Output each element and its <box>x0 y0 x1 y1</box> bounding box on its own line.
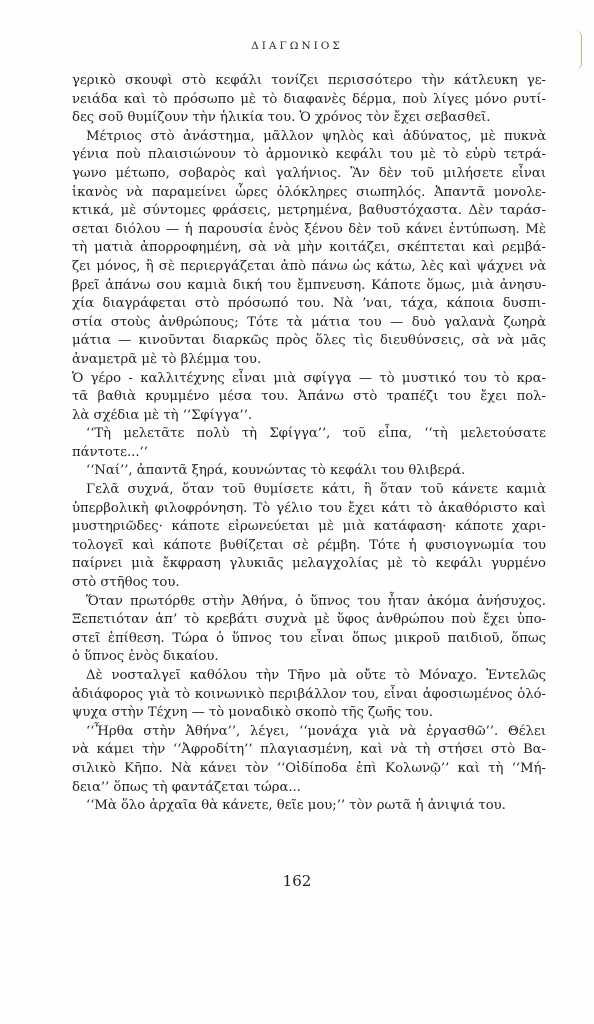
text-line: πάντοτε...’’ <box>72 444 148 460</box>
text-line: τὴ ματιὰ ἀπορροφημένη, σὰ νὰ μὴν κοιτάζει, σκέπτεται καὶ ρεμβά- <box>72 240 546 256</box>
text-line: παίρνει μιὰ ἔκφραση γλυκιᾶς μελαγχολίας μὲ τὸ κεφάλι γυρμένο <box>72 556 546 572</box>
text-line: ‘‘Μὰ ὅλο ἀρχαῖα θὰ κάνετε, θεῖε μου;’’ τὸν ρωτᾶ ἡ ἀνιψιά του. <box>86 798 506 814</box>
text-line: στὸ στῆθος του. <box>72 575 180 591</box>
text-line: τᾶ βαθιὰ κρυμμένο μέσα του. Ἀπάνω στὸ τραπέζι του ἔχει πολ- <box>72 389 546 405</box>
text-line: νειάδα καὶ τὸ πρόσωπο μὲ τὸ διαφανὲς δέρμα, ποὺ λίγες μόνο ρυτί- <box>72 91 546 107</box>
text-line: ‘‘Τὴ μελετᾶτε πολὺ τὴ Σφίγγα’’, τοῦ εἶπα, ‘‘τὴ μελετούσατε <box>86 426 546 442</box>
text-line: Μέτριος στὸ ἀνάστημα, μᾶλλον ψηλὸς καὶ ἀδύνατος, μὲ πυκνὰ <box>86 128 546 144</box>
text-line: ἱκανὸς νὰ παραμείνει ὧρες ὁλόκληρες σιωπηλός. Ἀπαντᾶ μονολε- <box>72 184 546 200</box>
text-line: χία διαγράφεται στὸ πρόσωπό του. Νὰ ʼναι, τάχα, κάποια δυσπι- <box>72 296 546 312</box>
text-line: ὑπερβολικὴ φιλοφρόνηση. Τὸ γέλιο του ἔχει κάτι τὸ ἀκαθόριστο καὶ <box>72 500 546 516</box>
text-line: δεια’’ ὅπως τὴ φαντάζεται τώρα... <box>72 779 301 795</box>
running-head: ΔΙΑΓΩΝΙΟΣ <box>251 40 343 52</box>
text-line: σεται διόλου — ἡ παρουσία ἑνὸς ξένου δὲν τοῦ κάνει ἐντύπωση. Μὲ <box>72 221 546 237</box>
text-line: δες σοῦ θυμίζουν τὴν ἡλικία του. Ὁ χρόνος τὸν ἔχει σεβασθεῖ. <box>72 110 491 126</box>
text-line: ἀδιάφορος γιὰ τὸ κοινωνικὸ περιβάλλον του, εἶναι ἀφοσιωμένος ὁλό- <box>72 686 546 702</box>
text-line: βρεῖ ἀπάνω σου καμιὰ δική του ἔμπνευση. Κάποτε ὅμως, μιὰ ἀνησυ- <box>72 277 546 293</box>
text-line: Δὲ νοσταλγεῖ καθόλου τὴν Τῆνο μὰ οὔτε τὸ Μόναχο. Ἐντελῶς <box>86 668 546 683</box>
body-text <box>72 72 546 816</box>
text-line: γωνο μέτωπο, σοβαρὸς καὶ γαλήνιος. Ἂν δὲν τοῦ μιλήσετε εἶναι <box>72 165 546 181</box>
page-number: 162 <box>282 872 312 890</box>
text-line: λὰ σχέδια μὲ τὴ ‘‘Σφίγγα’’. <box>72 407 253 423</box>
text-line: ὁ ὕπνος ἑνὸς δικαίου. <box>72 649 219 665</box>
text-line: ‘‘Ναί’’, ἀπαντᾶ ξηρά, κουνώντας τὸ κεφάλι του θλιβερά. <box>86 463 466 479</box>
text-line: γερικὸ σκουφὶ στὸ κεφάλι τονίζει περισσότερο τὴν κάτλευκη γε- <box>72 73 546 88</box>
text-line: Ὁ γέρο - καλλιτέχνης εἶναι μιὰ σφίγγα — τὸ μυστικό του τὸ κρα- <box>72 370 546 386</box>
text-line: μάτια — κινοῦνται διαρκῶς πρὸς ὅλες τὶς διευθύνσεις, σὰ νὰ μᾶς <box>72 333 546 349</box>
text-line: νὰ κάμει τὴν ‘‘Ἀφροδίτη’’ πλαγιασμένη, καὶ νὰ τὴ στήσει στὸ Βα- <box>72 742 546 758</box>
text-line: ψυχα στὴν Τέχνη — τὸ μοναδικὸ σκοπὸ τῆς ζωῆς του. <box>72 705 433 721</box>
text-line: κτικά, μὲ σύντομες φράσεις, μετρημένα, βαθυστόχαστα. Δὲν ταράσ- <box>72 203 546 219</box>
text-line: στία στοὺς ἀνθρώπους; Τότε τὰ μάτια του — δυὸ γαλανὰ ζωηρὰ <box>72 314 546 330</box>
text-line: τολογεῖ καὶ κάποτε βυθίζεται σὲ ρέμβη. Τότε ἡ φυσιογνωμία του <box>72 537 546 553</box>
text-line: γένια ποὺ πλαισιώνουν τὸ ἁρμονικὸ κεφάλι του μὲ τὸ εὐρὺ τετρά- <box>72 147 546 163</box>
text-line: Ὅταν πρωτόρθε στὴν Ἀθήνα, ὁ ὕπνος του ἦταν ἀκόμα ἀνήσυχος. <box>86 593 546 609</box>
text-line: μυστηριῶδες· κάποτε εἰρωνεύεται μὲ μιὰ κατάφαση· κάποτε χαρι- <box>72 519 546 535</box>
text-line: Γελᾶ συχνά, ὅταν τοῦ θυμίσετε κάτι, ἢ ὅταν τοῦ κάνετε καμιὰ <box>86 482 546 498</box>
text-line: ζει μόνος, ἢ σὲ περιεργάζεται ἀπὸ πάνω ὡς κάτω, λὲς καὶ ψάχνει νὰ <box>72 258 546 274</box>
text-line: ἀναμετρᾶ μὲ τὸ βλέμμα του. <box>72 351 262 367</box>
text-line: Ξεπετιόταν ἀπʼ τὸ κρεβάτι συχνὰ μὲ ὕφος ἀνθρώπου ποὺ ἔχει ὑπο- <box>72 612 546 628</box>
text-line: σιλικὸ Κῆπο. Νὰ κάνει τὸν ‘‘Οἰδίποδα ἐπὶ Κολωνῷ’’ καὶ τὴ ‘‘Μή- <box>72 760 546 776</box>
text-line: ‘‘Ἦρθα στὴν Ἀθήνα’’, λέγει, ‘‘μονάχα γιὰ νὰ ἐργασθῶ’’. Θέλει <box>86 723 546 739</box>
text-line: στεῖ ἐπίθεση. Τώρα ὁ ὕπνος του εἶναι ὅπως μικροῦ παιδιοῦ, ὅπως <box>72 630 546 646</box>
